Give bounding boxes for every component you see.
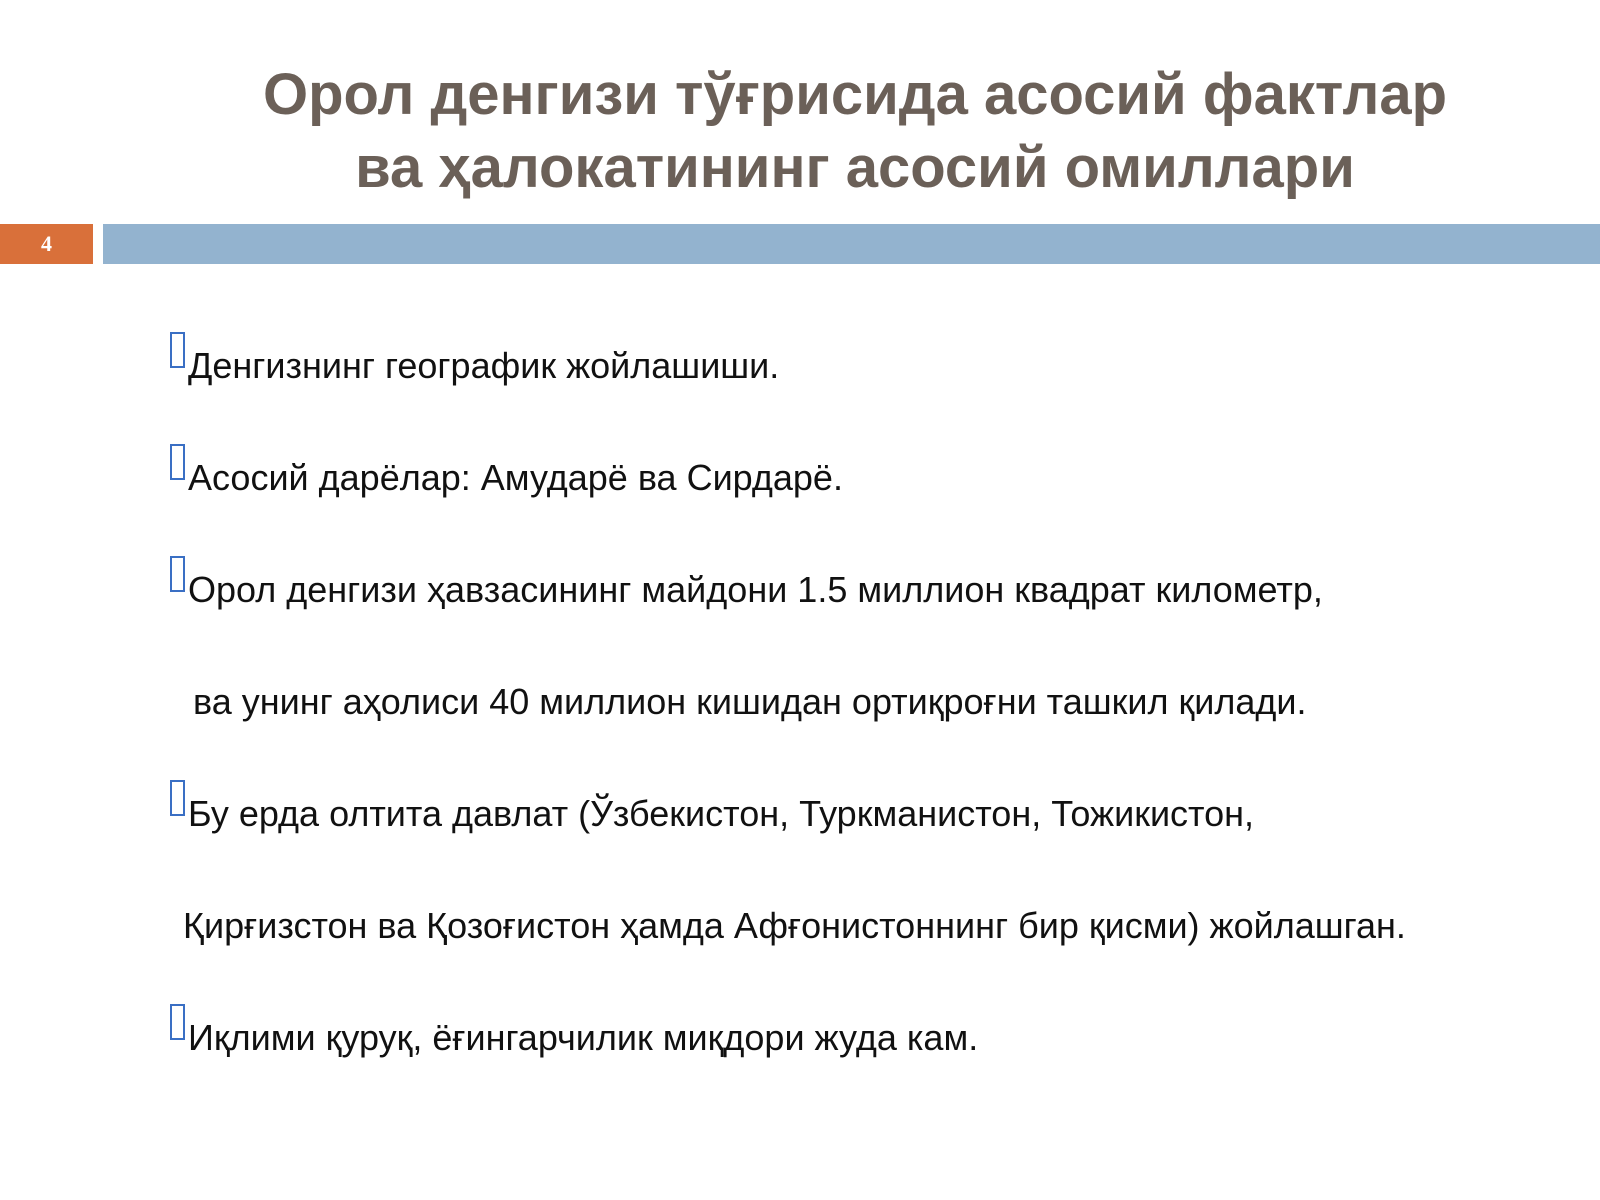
bullet-text: Асосий дарёлар: Амударё ва Сирдарё.	[188, 457, 843, 498]
bullet-text: Денгизнинг географик жойлашиши.	[188, 345, 780, 386]
bullet-continuation: ва унинг аҳолиси 40 миллион кишидан ортиқроғни ташкил қилади.	[193, 681, 1307, 722]
slide-title-line-1: Орол денгизи тўғрисида асосий фактлар	[262, 62, 1448, 127]
bullet-continuation: Қирғизстон ва Қозоғистон ҳамда Афғонистоннинг бир қисми) жойлашган.	[183, 905, 1406, 946]
bullet-box-icon	[170, 556, 185, 592]
bullet-box-icon	[170, 780, 185, 816]
bullet-box-icon	[170, 444, 185, 480]
slide-number: 4	[0, 224, 93, 264]
bullet-item	[170, 1016, 978, 1060]
bullet-text: Орол денгизи ҳавзасининг майдони 1.5 миллион квадрат километр,	[188, 569, 1323, 610]
bullet-item	[170, 344, 779, 388]
bullet-item	[170, 456, 843, 500]
bullet-item	[170, 568, 1323, 612]
slide-title-line-2: ва ҳалокатининг асосий омиллари	[355, 135, 1355, 200]
bullet-text: Бу ерда олтита давлат (Ўзбекистон, Туркманистон, Тожикистон,	[188, 793, 1255, 834]
bullet-box-icon	[170, 332, 185, 368]
bullet-item	[170, 792, 1254, 836]
bullet-box-icon	[170, 1004, 185, 1040]
bullet-text: Иқлими қуруқ, ёғингарчилик миқдори жуда кам.	[188, 1017, 979, 1058]
